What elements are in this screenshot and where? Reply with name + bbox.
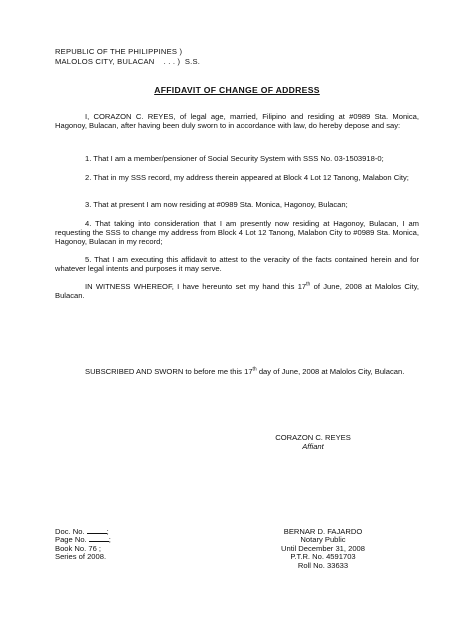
notary-name: BERNAR D. FAJARDO bbox=[283, 527, 363, 536]
jurat-text bbox=[55, 367, 419, 376]
item-2 bbox=[55, 173, 419, 182]
notary-ptr: P.T.R. No. 4591703 bbox=[290, 552, 356, 562]
witness-ordinal: th bbox=[306, 281, 311, 288]
venue-header bbox=[55, 47, 355, 67]
item-1 bbox=[55, 154, 419, 163]
venue-line-republic: REPUBLIC OF THE PHILIPPINES ) bbox=[55, 47, 183, 56]
item-5-text: 5. That I am executing this affidavit to attest to the veracity of the facts contained herein and for whatever legal intents and purposes it may serve. bbox=[55, 255, 419, 274]
document-title: AFFIDAVIT OF CHANGE OF ADDRESS bbox=[154, 85, 320, 95]
jurat-paragraph bbox=[55, 367, 419, 376]
item-5 bbox=[55, 255, 419, 273]
item-4 bbox=[55, 219, 419, 246]
affiant-role: Affiant bbox=[302, 442, 324, 452]
notary-title: Notary Public bbox=[300, 535, 346, 545]
page-no-blank bbox=[89, 535, 109, 542]
page-no-label: Page No. bbox=[55, 535, 89, 545]
intro-text: I, CORAZON C. REYES, of legal age, married, Filipino and residing at #0989 Sta. Monica, Hagonoy, Bulacan, after having been duly sworn to in accordance with law, do hereby depose and say: bbox=[55, 112, 419, 131]
intro-paragraph bbox=[55, 112, 419, 130]
jurat-ordinal: th bbox=[252, 366, 257, 373]
item-3 bbox=[55, 200, 419, 209]
notary-roll: Roll No. 33633 bbox=[297, 560, 349, 570]
notary-commission-until: Until December 31, 2008 bbox=[281, 543, 365, 553]
jurat-text-start: SUBSCRIBED AND SWORN to before me this 17 bbox=[85, 367, 253, 376]
venue-line-city: MALOLOS CITY, BULACAN . . . ) S.S. bbox=[55, 57, 201, 66]
witness-text-end: of June, 2008 at Malolos City, Bulacan. bbox=[55, 282, 420, 301]
witness-text bbox=[55, 282, 419, 300]
series-line: Series of 2008. bbox=[55, 552, 107, 562]
item-3-text: 3. That at present I am now residing at #0989 Sta. Monica, Hagonoy, Bulacan; bbox=[85, 200, 348, 209]
book-no-line: Book No. 76 ; bbox=[55, 543, 102, 553]
witness-paragraph bbox=[55, 282, 419, 300]
doc-no-line: Doc. No. ; bbox=[55, 527, 109, 536]
item-1-text: 1. That I am a member/pensioner of Social Security System with SSS No. 03-1503918-0; bbox=[85, 154, 384, 163]
page-no-line: Page No. ; bbox=[55, 535, 111, 545]
jurat-text-end: day of June, 2008 at Malolos City, Bulacan. bbox=[256, 367, 405, 376]
item-2-text: 2. That in my SSS record, my address therein appeared at Block 4 Lot 12 Tanong, Malabon City; bbox=[85, 173, 409, 182]
notary-block bbox=[268, 527, 378, 569]
affiant-signature-block bbox=[258, 433, 368, 451]
item-4-text: 4. That taking into consideration that I am presently now residing at Hagonoy, Bulacan, I am requesting the SSS to change my address from Block 4 Lot 12 Tanong, Malabon City to #0989 Sta. Monica, Hagonoy, Bulacan in my record; bbox=[55, 219, 419, 247]
doc-no-blank bbox=[87, 527, 107, 534]
affiant-name: CORAZON C. REYES bbox=[275, 433, 351, 442]
doc-no-label: Doc. No. bbox=[55, 527, 87, 536]
witness-text-start: IN WITNESS WHEREOF, I have hereunto set my hand this 17 bbox=[85, 282, 307, 291]
document-registry-info bbox=[55, 527, 205, 561]
